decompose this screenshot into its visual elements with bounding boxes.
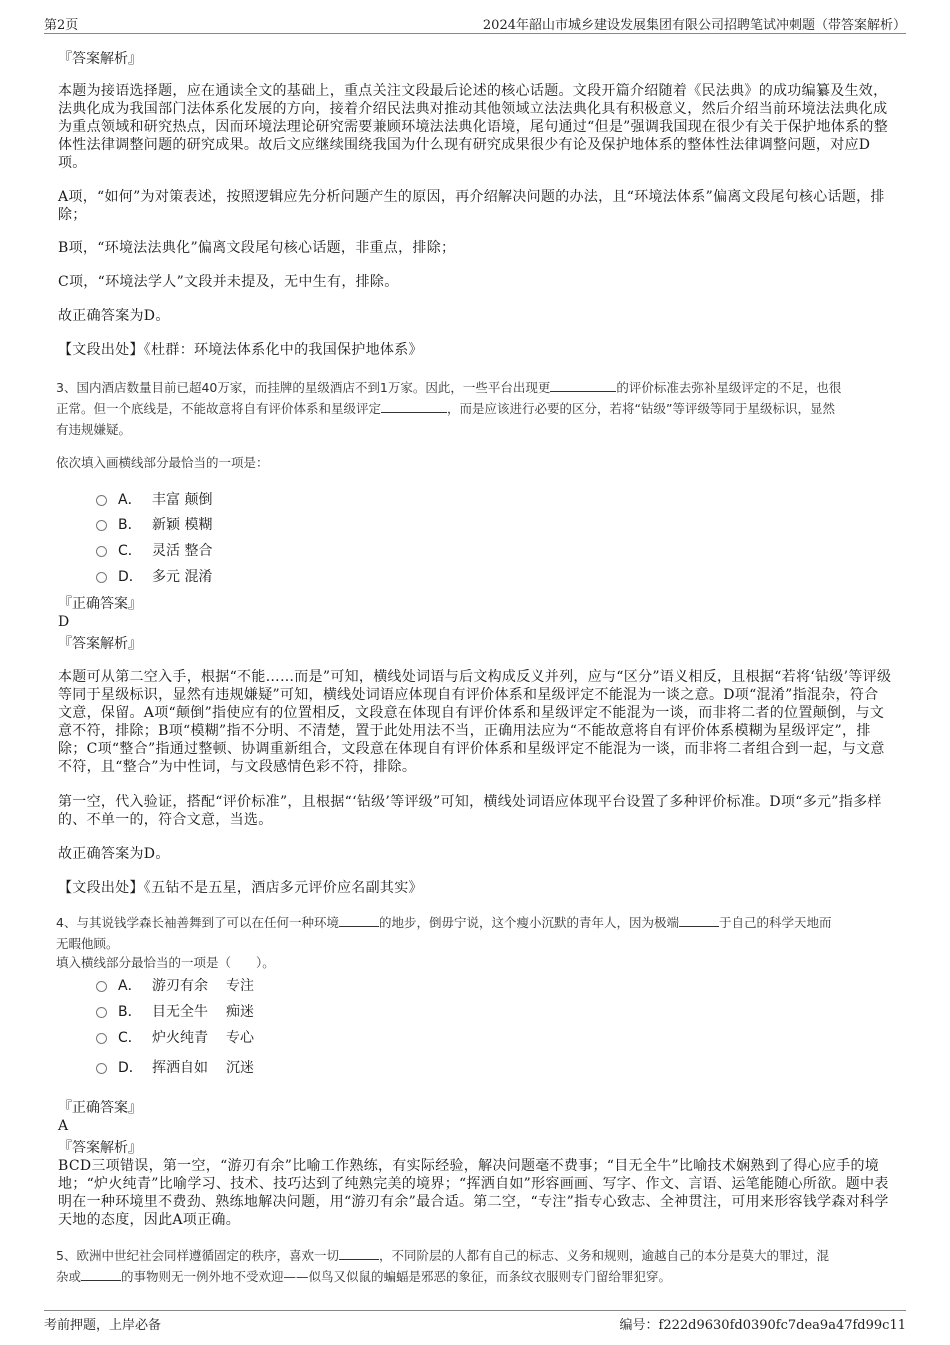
q3-option-c[interactable]: C． 灵活 整合 — [96, 540, 212, 560]
q3-analysis-label: 『答案解析』 — [58, 636, 142, 652]
q3-analysis-first-blank: 第一空，代入验证，搭配“评价标准”，且根据“‘钻级’等评级”可知，横线处词语应体现平台设置了多种评价标准。D项“多元”指多样的、不单一的，符合文意，当选。 — [58, 794, 882, 828]
q4-option-a[interactable]: A． 游刃有余 专注 — [96, 975, 254, 995]
q3-source: 【文段出处】《五钻不是五星，酒店多元评价应名副其实》 — [58, 880, 423, 896]
document-title: 2024年韶山市城乡建设发展集团有限公司招聘笔试冲刺题（带答案解析） — [482, 18, 906, 33]
q4-prompt: 填入横线部分最恰当的一项是（ ）。 — [56, 955, 275, 970]
q5-stem: 5、欧洲中世纪社会同样遵循固定的秩序，喜欢一切 ，不同阶层的人都有自己的标志、义务和规则，逾越自己的本分是莫大的罪过，混 杂或 的事物则无一例外地不受欢迎——似鸟又似鼠的蝙蝠是邪恶的象征，而条纹衣服则专门留给罪犯穿。 — [56, 1248, 829, 1284]
q2-option-c-explanation: C项，“环境法学人”文段并未提及，无中生有，排除。 — [58, 274, 399, 290]
radio-icon[interactable] — [96, 546, 107, 557]
q3-prompt: 依次填入画横线部分最恰当的一项是： — [56, 455, 269, 470]
q5-blank-2 — [81, 1268, 121, 1281]
q4-option-c[interactable]: C． 炉火纯青 专心 — [96, 1027, 254, 1047]
q3-option-b[interactable]: B． 新颖 模糊 — [96, 514, 212, 534]
q4-blank-1 — [339, 914, 379, 927]
radio-icon[interactable] — [96, 1033, 107, 1044]
radio-icon[interactable] — [96, 495, 107, 506]
q5-blank-1 — [339, 1247, 379, 1260]
q2-source: 【文段出处】《杜群：环境法体系化中的我国保护地体系》 — [58, 342, 423, 358]
q4-blank-2 — [679, 914, 719, 927]
q3-stem: 3、国内酒店数量目前已超40万家，而挂牌的星级酒店不到1万家。因此，一些平台出现更 的评价标准去弥补星级评定的不足，也很 正常。但一个底线是，不能故意将自有评价体系和星级评定 ，而是应该进行必要的区分，若将“钻级”等评级等同于星级标识，显然 有违规嫌疑。 — [56, 380, 842, 437]
radio-icon[interactable] — [96, 572, 107, 583]
radio-icon[interactable] — [96, 981, 107, 992]
q4-option-b[interactable]: B． 目无全牛 痴迷 — [96, 1001, 254, 1021]
document-id: 编号：f222d9630fd0390fc7dea9a47fd99c11 — [619, 1318, 906, 1333]
q4-option-d[interactable]: D． 挥洒自如 沉迷 — [96, 1057, 254, 1077]
page-number: 第2页 — [44, 18, 79, 33]
q4-analysis-paragraph: BCD三项错误，第一空，“游刃有余”比喻工作熟练，有实际经验，解决问题毫不费事；“目无全牛”比喻技术娴熟到了得心应手的境地；“炉火纯青”比喻学习、技术、技巧达到了纯熟完美的境界；“挥洒自如”形容画画、写字、作文、言语、运笔能随心所欲。题中表明在一种环境里不费劲、熟练地解决问题，用“游刃有余”最合适。第二空，“专注”指专心致志、全神贯注，可用来形容钱学森对科学天地的态度，因此A项正确。 — [58, 1158, 889, 1228]
q4-analysis-label: 『答案解析』 — [58, 1140, 142, 1156]
q3-answer: D — [58, 614, 70, 630]
radio-icon[interactable] — [96, 1007, 107, 1018]
q2-analysis-label: 『答案解析』 — [58, 51, 142, 67]
q3-analysis-paragraph: 本题可从第二空入手，根据“不能……而是”可知，横线处词语与后文构成反义并列，应与“区分”语义相反，且根据“若将‘钻级’等评级等同于星级标识，显然有违规嫌疑”可知，横线处词语应体现自有评价体系和星级评定不能混为一谈之意。D项“混淆”指混杂，符合文意，保留。A项“颠倒”指使应有的位置相反，文段意在体现自有评价体系和星级评定不能混为一谈，而非将二者的位置颠倒，与文意不符，排除；B项“模糊”指不分明、不清楚，置于此处用法不当，正确用法应为“不能故意将自有评价体系模糊为星级评定”，排除；C项“整合”指通过整顿、协调重新组合，文段意在体现自有评价体系和星级评定不能混为一谈，而非将二者组合到一起，与文意不符，且“整合”为中性词，与文段感情色彩不符，排除。 — [58, 669, 892, 775]
q2-conclusion: 故正确答案为D。 — [58, 308, 170, 324]
radio-icon[interactable] — [96, 520, 107, 531]
q3-blank-1 — [550, 379, 616, 392]
q3-conclusion: 故正确答案为D。 — [58, 846, 170, 862]
header-divider — [44, 33, 906, 34]
q2-option-a-explanation: A项，“如何”为对策表述，按照逻辑应先分析问题产生的原因，再介绍解决问题的办法，且“环境法体系”偏离文段尾句核心话题，排除； — [58, 189, 885, 223]
q3-blank-2 — [381, 400, 447, 413]
q2-analysis-paragraph: 本题为接语选择题，应在通读全文的基础上，重点关注文段最后论述的核心话题。文段开篇介绍随着《民法典》的成功编纂及生效，法典化成为我国部门法体系化发展的方向，接着介绍民法典对推动其他领域立法法典化具有积极意义，然后介绍当前环境法法典化成为重点领域和研究热点，因而环境法理论研究需要兼顾环境法法典化语境，尾句通过“但是”强调我国现在很少有关于保护地体系的整体性法律调整问题的研究成果。故后文应继续围绕我国为什么现有研究成果很少有论及保护地体系的整体性法律调整问题，对应D项。 — [58, 83, 889, 171]
q4-stem: 4、与其说钱学森长袖善舞到了可以在任何一种环境 的地步，倒毋宁说，这个瘦小沉默的青年人，因为极端 于自己的科学天地而 无暇他顾。 — [56, 915, 832, 951]
q2-option-b-explanation: B项，“环境法法典化”偏离文段尾句核心话题，非重点，排除； — [58, 240, 456, 256]
radio-icon[interactable] — [96, 1063, 107, 1074]
footer-divider — [44, 1310, 906, 1311]
footer-slogan: 考前押题，上岸必备 — [44, 1318, 162, 1333]
q4-answer: A — [58, 1118, 69, 1134]
q4-answer-label: 『正确答案』 — [58, 1100, 142, 1116]
q3-answer-label: 『正确答案』 — [58, 596, 142, 612]
q3-option-a[interactable]: A． 丰富 颠倒 — [96, 489, 212, 509]
q3-option-d[interactable]: D． 多元 混淆 — [96, 566, 212, 586]
